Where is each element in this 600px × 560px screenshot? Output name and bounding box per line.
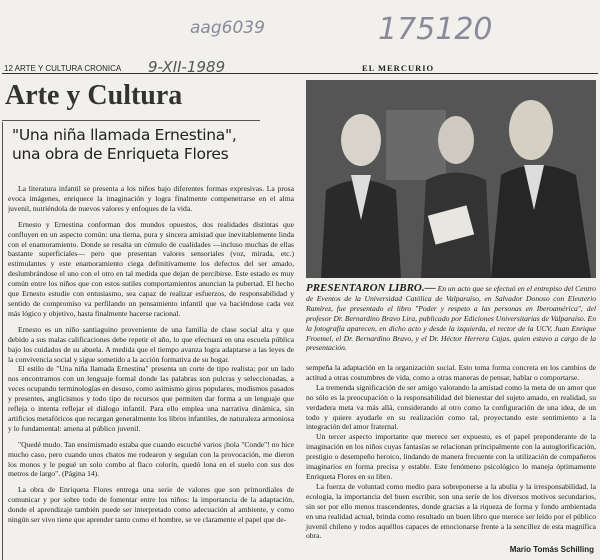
date-annotation: 9-XII-1989 xyxy=(148,58,226,76)
paragraph: Ernesto y Ernestina conforman dos mundos opuestos, dos realidades distintas que confluyen en un aspecto común: una tierna, pura y sincera amistad que inevitablemente linda con el enamoramiento. Donde se resalta un cúmulo de cualidades —incluso muchas de ellas bastante superficiales— pero que presentan valores sensoriales (voz, mirada, etc.) estimulantes y este enamoramiento ciega definitivamente los defectos del ser amado, deslumbrándose el uno con el otro en tal medida que dejan de percibirse. Este estado es muy común entre los niños que con estos sutiles comportamientos anuncian la pubertad. El hecho que Ernesto estudie con entusiasmo, sea capaz de realizar esfuerzos, de responsabilidad y sentido de compromiso va perfilando un pensamiento infantil que va haciéndose cada vez más lógico y objetivo, hasta finalmente hacerse racional. xyxy=(8,219,294,318)
caption-title: PRESENTARON LIBRO.— xyxy=(306,282,436,294)
header-rule xyxy=(2,73,598,74)
headline-line-2: una obra de Enriqueta Flores xyxy=(12,145,229,163)
paragraph: Un tercer aspecto importante que merece ser expuesto, es el papel preponderante de la imaginación en los niños cuyas fantasías se relacionan principalmente con la autoglorificación, prestigio o desempeño heroico, lindando de manera frecuente con la utilización de compañeros imaginarios en forma precisa y estable. Este fenómeno psicológico lo maneja óptimamente Enriqueta Flores en su libro. xyxy=(306,432,596,481)
paragraph: "Quedé mudo. Tan ensimismado estaba que cuando escuché varios ¡hola "Conde"! no hice mucho caso, pero cuando unos chatos me rodearon y seguían con la provocación, me dieron los monos y le pegué un solo combo al flaco colorín, quedó lona en el suelo con sus dos metros de largo". (Página 14). xyxy=(8,439,294,479)
article-right-column xyxy=(306,363,596,541)
caption-text: En un acto que se efectuó en el entrepiso del Centro de Eventos de la Universidad Católica de Valparaíso, en Salvador Donoso con Eleuterio Ramírez, fue presentado el libro "Poder y respeto a las personas en Iberoamérica", del profesor Dr. Bernardino Bravo Lira, publicado por Ediciones Universitarias de Valparaíso. En la fotografía aparecen, en dicho acto y desde la izquierda, el rector de la UCV, Juan Enrique Froemel, el Dr. Bernardino Bravo, y el Dr. Héctor Herrera Cajas, quien estuvo a cargo de la presentación. xyxy=(306,284,596,353)
paragraph: sempeña la adaptación en la organización social. Esto toma forma concreta en los cambios de actitud a otras costumbres de vida, como a otras maneras de pensar, hablar o comportarse. xyxy=(306,363,596,382)
paragraph: La fuerza de voluntad como medio para sobreponerse a la abulia y la irresponsabilidad, la ecología, la importancia del buen escribir, son una serie de los diversos motivos secundarios, sin ser por ello menos trascendentes, donde gracias a la riqueza de forma y fondo ambientada en una realidad actual, brinda como resultado un buen libro que merece ser leído por el público juvenil chileno y todos aquéllos capaces de emocionarse frente a la sencillez de esta magnífica obra. xyxy=(306,481,596,541)
section-title: Arte y Cultura xyxy=(5,80,183,111)
paragraph: La literatura infantil se presenta a los niños bajo diferentes formas expresivas. La prosa evoca imágenes, enriquece la imaginación y logra finalmente compenetrarse en el alma juvenil, nutriéndola de nuevos valores y enfoques de la vida. xyxy=(8,184,294,213)
archive-code-annotation: aag6039 xyxy=(190,18,265,38)
number-annotation: 175120 xyxy=(378,12,493,47)
paragraph: La tremenda significación de ser amigo valorando la amistad como la meta de un amor que no sólo es la preocupación o la responsabilidad del bienestar del sujeto amado, en realidad, su verdadera meta va más allá, considerando al otro como la configuración de una idea, de un todo y quiere ayudarle en su realización como tal, proyectando este sentimiento a la integración del amor fraternal. xyxy=(306,382,596,432)
photo-caption xyxy=(306,284,596,353)
headline xyxy=(12,126,236,164)
author-byline: Mario Tomás Schilling xyxy=(509,545,594,554)
paragraph: Ernesto es un niño santiaguino proveniente de una familia de clase social alta y que debido a sus malas calificaciones debe repetir el año, lo que efectuará en una escuela pública bajo los cuidados de su abuela. A medida que el tiempo avanza logra adaptarse a las leyes de la convivencia social y sigue sometido a la acción formativa de su hogar. xyxy=(8,324,294,364)
photo-three-men xyxy=(306,80,596,278)
photo xyxy=(306,80,596,278)
paragraph: La obra de Enriqueta Flores entrega una serie de valores que son primordiales de comunicar y por sobre todo de fomentar entre los niños: la importancia de la adaptación, donde el aprendizaje también puede ser interpretado como adecuación al ambiente, y como ningún ser vivo tiene que aprender tanto como el hombre, se ve claramente el papel que de- xyxy=(8,485,294,525)
headline-line-1: "Una niña llamada Ernestina", xyxy=(12,126,237,144)
section-header: 12 ARTE Y CULTURA CRONICA xyxy=(4,64,122,73)
left-border xyxy=(2,122,3,560)
newspaper-name: EL MERCURIO xyxy=(362,63,435,73)
paragraph: El estilo de "Una niña llamada Ernestina" presenta un corte de tipo realista; por un lado nos encontramos con un lenguaje formal donde las palabras son pulcras y seleccionadas, a veces ocupando terminologías en desuso, como asimismo giros populares, modismos pasados y presentes, anglicismos y todo tipo de recursos que permiten dar forma a un lenguaje que refleja o intenta reflejar el diálogo infantil. Para ello emplea una narrativa dinámica, sin artificios metafóricos que recargan generalmente los libros infantiles, de naturaleza armoniosa y lo fundamental: amena al público juvenil. xyxy=(8,364,294,433)
title-rule xyxy=(2,120,260,121)
article-left-column xyxy=(8,184,294,560)
